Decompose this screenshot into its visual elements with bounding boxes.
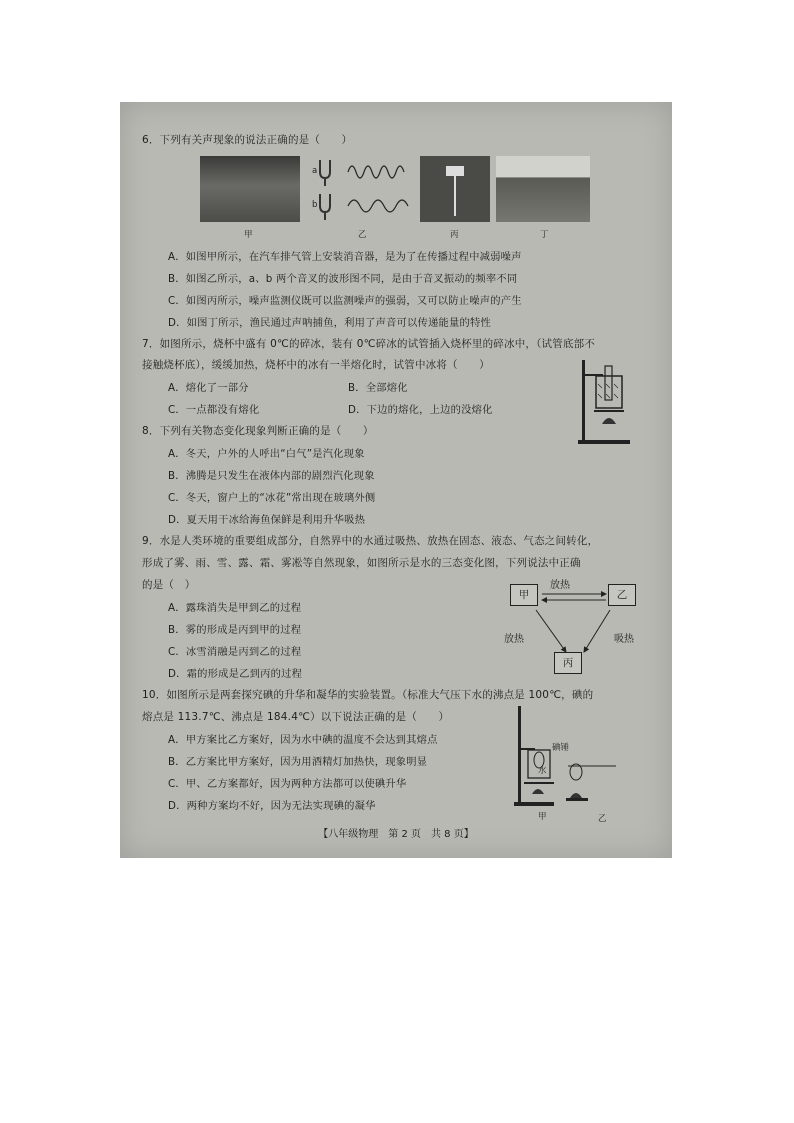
q9-stem-line2: 形成了雾、雨、雪、露、霜、雾凇等自然现象，如图所示是水的三态变化图，下列说法中正确 [142, 557, 581, 569]
q7-option-b: B．全部熔化 [348, 382, 408, 394]
q9-option-d: D．霜的形成是乙到丙的过程 [168, 668, 303, 680]
q6-caption-jia: 甲 [244, 230, 253, 240]
q8-option-c: C．冬天，窗户上的“冰花”常出现在玻璃外侧 [168, 492, 376, 504]
q8-option-d: D．夏天用干冰给海鱼保鲜是利用升华吸热 [168, 514, 366, 526]
q8-stem: 8．下列有关物态变化现象判断正确的是（ ） [142, 425, 374, 437]
q10-option-c: C．甲、乙方案都好，因为两种方法都可以使碘升华 [168, 778, 407, 790]
state-box-yi: 乙 [608, 584, 636, 606]
iodine-apparatus [512, 702, 622, 808]
q8-option-a: A．冬天，户外的人呼出“白气”是汽化现象 [168, 448, 365, 460]
exam-page [120, 102, 672, 858]
q6-stem: 6．下列有关声现象的说法正确的是（ ） [142, 134, 353, 146]
q7-option-a: A．熔化了一部分 [168, 382, 249, 394]
q6-option-d: D．如图丁所示，渔民通过声呐捕鱼，利用了声音可以传递能量的特性 [168, 317, 492, 329]
q10-caption-jia: 甲 [538, 812, 547, 822]
sonar-fishing-photo [496, 156, 590, 222]
q10-option-a: A．甲方案比乙方案好，因为水中碘的温度不会达到其熔点 [168, 734, 438, 746]
q10-caption-yi: 乙 [598, 814, 607, 824]
page-footer: 【八年级物理 第 2 页 共 8 页】 [318, 829, 474, 840]
q9-stem-line1: 9．水是人类环境的重要组成部分，自然界中的水通过吸热、放热在固态、液态、气态之间转化， [142, 535, 599, 547]
noise-monitor-photo [420, 156, 490, 222]
q9-stem-line3: 的是（ ） [142, 579, 196, 591]
label-absorb-heat-right: 吸热 [614, 634, 634, 645]
q9-option-a: A．露珠消失是甲到乙的过程 [168, 602, 302, 614]
q10-option-b: B．乙方案比甲方案好，因为用酒精灯加热快，现象明显 [168, 756, 428, 768]
fork-a-label: a [312, 166, 318, 176]
state-box-bing: 丙 [554, 652, 582, 674]
q6-option-b: B．如图乙所示，a、b 两个音叉的波形图不同，是由于音叉振动的频率不同 [168, 273, 518, 285]
state-box-jia: 甲 [510, 584, 538, 606]
q6-option-a: A．如图甲所示，在汽车排气管上安装消音器，是为了在传播过程中减弱噪声 [168, 251, 522, 263]
iodine-label: 碘锤 [552, 743, 570, 753]
label-release-heat-top: 放热 [550, 580, 570, 591]
q7-stem-line1: 7．如图所示，烧杯中盛有 0℃的碎冰，装有 0℃碎冰的试管插入烧杯里的碎冰中，（试管底部不 [142, 338, 596, 350]
fork-b-label: b [312, 200, 318, 210]
q8-option-b: B．沸腾是只发生在液体内部的剧烈汽化现象 [168, 470, 375, 482]
muffler-photo [200, 156, 300, 222]
q10-stem-line2: 熔点是 113.7℃、沸点是 184.4℃）以下说法正确的是（ ） [142, 711, 450, 723]
label-release-heat-left: 放热 [504, 634, 524, 645]
q7-option-d: D．下边的熔化，上边的没熔化 [348, 404, 493, 416]
q6-caption-yi: 乙 [358, 230, 367, 240]
q10-option-d: D．两种方案均不好，因为无法实现碘的凝华 [168, 800, 376, 812]
water-label: 水 [538, 766, 547, 776]
beaker-testtube-apparatus [576, 354, 636, 448]
q7-stem-line2: 接触烧杯底），缓缓加热，烧杯中的冰有一半熔化时，试管中冰将（ ） [142, 359, 490, 371]
q9-option-c: C．冰雪消融是丙到乙的过程 [168, 646, 302, 658]
q6-caption-bing: 丙 [450, 230, 459, 240]
q9-option-b: B．雾的形成是丙到甲的过程 [168, 624, 302, 636]
tuning-fork-waveforms [308, 154, 418, 224]
q7-option-c: C．一点都没有熔化 [168, 404, 260, 416]
q6-caption-ding: 丁 [540, 230, 549, 240]
q6-option-c: C．如图丙所示，噪声监测仪既可以监测噪声的强弱，又可以防止噪声的产生 [168, 295, 522, 307]
q10-stem-line1: 10．如图所示是两套探究碘的升华和凝华的实验装置。（标准大气压下水的沸点是 100℃，碘的 [142, 689, 594, 701]
